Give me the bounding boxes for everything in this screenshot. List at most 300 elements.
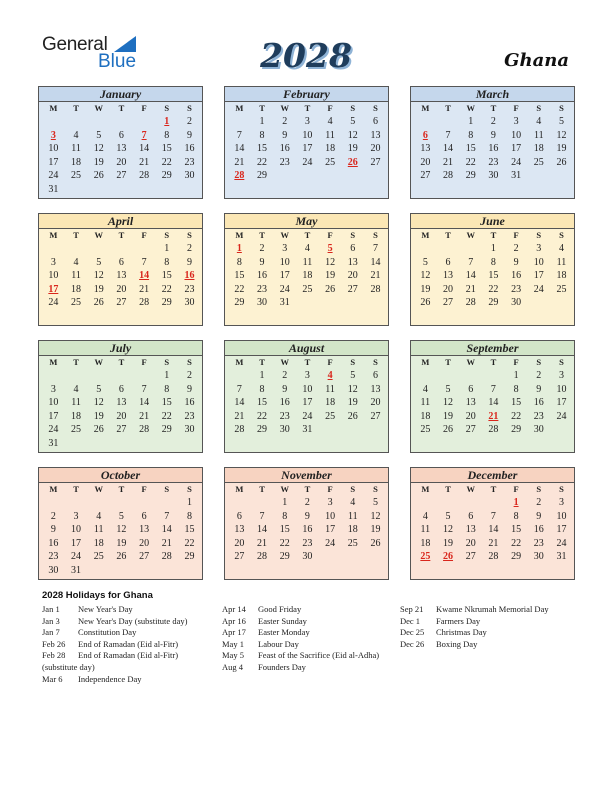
day-cell: 13 — [116, 143, 127, 154]
day-cell: 12 — [443, 397, 454, 408]
day-cell: 28 — [488, 424, 499, 435]
weekday-header — [39, 229, 202, 242]
weekday-label: S — [187, 357, 192, 367]
day-cell: 5 — [445, 510, 451, 522]
day-cell: 29 — [511, 424, 522, 435]
day-cell: 8 — [164, 383, 170, 395]
day-cell: 14 — [488, 524, 499, 535]
weekday-label: T — [490, 484, 497, 494]
day-cell: 10 — [48, 270, 59, 281]
day-cell: 14 — [234, 397, 245, 408]
weekday-label: M — [235, 103, 244, 113]
day-cell: 28 — [465, 297, 476, 308]
day-cell: 24 — [325, 537, 336, 549]
day-cell: 23 — [184, 410, 195, 422]
day-cell: 18 — [420, 410, 431, 422]
holiday-item — [222, 627, 379, 639]
weekday-label: M — [49, 230, 58, 240]
empty-cell — [178, 183, 201, 197]
day-cell: 10 — [556, 383, 567, 395]
day-cell: 9 — [304, 510, 310, 522]
day-cell: 28 — [139, 424, 150, 435]
day-cell: 4 — [536, 116, 542, 127]
week-row — [225, 496, 388, 510]
week-row — [39, 129, 202, 143]
empty-cell — [87, 369, 110, 383]
empty-cell — [155, 496, 178, 510]
day-cell: 25 — [302, 283, 313, 295]
day-cell: 19 — [325, 270, 336, 281]
day-cell: 17 — [511, 143, 522, 154]
day-cell: 10 — [48, 143, 59, 154]
day-cell: 17 — [556, 524, 567, 535]
weekday-label: F — [327, 484, 333, 494]
day-cell: 28 — [139, 297, 150, 308]
day-cell: 7 — [141, 383, 147, 395]
day-cell: 5 — [327, 243, 333, 254]
holiday-item — [222, 639, 379, 651]
day-cell: 5 — [118, 510, 124, 522]
week-row — [39, 410, 202, 424]
day-cell: 10 — [511, 129, 522, 141]
holiday-name: (substitute day) — [42, 661, 95, 672]
weekday-label: M — [235, 484, 244, 494]
day-cell: 1 — [468, 116, 474, 127]
week-row — [411, 383, 574, 397]
holiday-date: Jan 3 — [42, 615, 60, 626]
empty-cell — [341, 169, 364, 183]
weekday-header — [411, 483, 574, 496]
day-cell: 4 — [73, 129, 79, 141]
empty-cell — [414, 115, 437, 129]
empty-cell — [87, 115, 110, 129]
day-cell: 6 — [118, 383, 124, 395]
week-row — [411, 537, 574, 551]
weekday-header — [39, 483, 202, 496]
day-cell: 26 — [93, 170, 104, 181]
day-cell: 12 — [325, 256, 336, 268]
day-cell: 29 — [234, 297, 245, 308]
empty-cell — [414, 496, 437, 510]
day-cell: 25 — [420, 551, 431, 562]
day-cell: 7 — [372, 243, 378, 254]
week-row — [225, 383, 388, 397]
day-cell: 25 — [347, 537, 358, 549]
day-cell: 20 — [370, 397, 381, 408]
day-cell: 10 — [556, 510, 567, 522]
weekday-header — [225, 483, 388, 496]
weekday-label: W — [280, 103, 289, 113]
empty-cell — [228, 115, 251, 129]
week-row — [39, 115, 202, 129]
month-title: April — [39, 214, 202, 229]
day-cell: 17 — [302, 397, 313, 408]
week-row — [39, 437, 202, 451]
weekday-header — [39, 356, 202, 369]
day-cell: 21 — [234, 156, 245, 168]
day-cell: 12 — [443, 524, 454, 535]
day-cell: 9 — [490, 129, 496, 141]
day-cell: 29 — [184, 551, 195, 562]
day-cell: 4 — [304, 243, 310, 254]
empty-cell — [527, 169, 550, 183]
day-cell: 4 — [422, 510, 428, 522]
day-cell: 25 — [325, 156, 336, 168]
empty-cell — [65, 242, 88, 256]
day-cell: 15 — [234, 270, 245, 281]
day-cell: 16 — [48, 537, 59, 549]
weekday-label: M — [421, 357, 430, 367]
week-row — [411, 115, 574, 129]
week-row — [225, 242, 388, 256]
weekday-label: S — [164, 484, 170, 494]
empty-cell — [459, 369, 482, 383]
weekday-header — [39, 102, 202, 115]
month-june — [410, 213, 575, 326]
day-cell: 20 — [465, 537, 476, 549]
day-cell: 2 — [282, 116, 288, 127]
week-row — [411, 156, 574, 170]
month-august — [224, 340, 389, 453]
empty-cell — [155, 564, 178, 578]
day-cell: 12 — [347, 129, 358, 141]
week-row — [411, 496, 574, 510]
day-cell: 2 — [513, 243, 519, 254]
empty-cell — [319, 296, 342, 310]
day-cell: 21 — [443, 156, 454, 168]
day-cell: 14 — [161, 524, 172, 535]
weekday-label: W — [94, 484, 103, 494]
holiday-date: Jan 1 — [42, 604, 60, 614]
day-cell: 15 — [161, 397, 172, 408]
holiday-name: End of Ramadan (Eid al-Fitr) — [78, 638, 179, 649]
weekday-label: W — [466, 484, 475, 494]
day-cell: 3 — [558, 497, 564, 508]
day-cell: 13 — [116, 270, 127, 281]
day-cell: 16 — [279, 397, 290, 408]
day-cell: 5 — [350, 116, 356, 127]
day-cell: 31 — [279, 297, 290, 308]
day-cell: 29 — [257, 424, 268, 435]
day-cell: 27 — [370, 156, 381, 168]
day-cell: 7 — [236, 383, 242, 395]
weekday-label: S — [187, 230, 192, 240]
day-cell: 13 — [370, 129, 381, 141]
day-cell: 14 — [139, 397, 150, 408]
day-cell: 3 — [73, 510, 79, 522]
day-cell: 28 — [234, 424, 245, 435]
weekday-label: S — [559, 357, 564, 367]
week-row — [225, 510, 388, 524]
week-row — [225, 129, 388, 143]
weekday-label: F — [141, 230, 147, 240]
day-cell: 13 — [370, 383, 381, 395]
empty-cell — [133, 496, 156, 510]
week-row — [225, 115, 388, 129]
day-cell: 6 — [468, 383, 474, 395]
day-cell: 3 — [536, 243, 542, 254]
day-cell: 21 — [257, 537, 268, 549]
day-cell: 5 — [96, 383, 102, 395]
empty-cell — [437, 115, 460, 129]
day-cell: 27 — [347, 283, 358, 295]
day-cell: 28 — [139, 170, 150, 181]
week-row — [39, 256, 202, 270]
day-cell: 31 — [71, 564, 82, 576]
day-cell: 22 — [161, 283, 172, 295]
day-cell: 27 — [116, 297, 127, 308]
empty-cell — [65, 183, 88, 197]
day-cell: 25 — [420, 424, 431, 435]
day-cell: 5 — [445, 383, 451, 395]
empty-cell — [42, 115, 65, 129]
day-cell: 15 — [511, 524, 522, 535]
day-cell: 23 — [279, 410, 290, 422]
day-cell: 20 — [347, 270, 358, 281]
day-cell: 23 — [511, 283, 522, 295]
empty-cell — [437, 369, 460, 383]
holiday-name: Feast of the Sacrifice (Eid al-Adha) — [258, 650, 380, 661]
weekday-label: F — [327, 103, 333, 113]
holiday-name: Constitution Day — [78, 627, 137, 638]
day-cell: 12 — [420, 270, 431, 281]
week-row — [411, 369, 574, 383]
day-cell: 28 — [443, 170, 454, 181]
day-cell: 18 — [71, 410, 82, 422]
day-cell: 8 — [513, 510, 519, 522]
month-february — [224, 86, 389, 199]
holiday-date: Feb 28 — [42, 650, 66, 661]
day-cell: 29 — [279, 551, 290, 562]
holiday-column — [42, 604, 187, 685]
day-cell: 13 — [234, 524, 245, 535]
weekday-header — [225, 102, 388, 115]
day-cell: 7 — [141, 129, 147, 141]
day-cell: 17 — [71, 537, 82, 549]
week-row — [39, 510, 202, 524]
week-row — [411, 129, 574, 143]
day-cell: 1 — [186, 497, 192, 508]
day-cell: 14 — [465, 270, 476, 281]
day-cell: 2 — [490, 116, 496, 127]
weekday-label: M — [235, 230, 244, 240]
logo-general-text: General — [42, 34, 108, 55]
day-cell: 18 — [71, 283, 82, 295]
empty-cell — [110, 496, 133, 510]
day-cell: 7 — [236, 129, 242, 141]
day-cell: 29 — [511, 551, 522, 562]
day-cell: 29 — [161, 170, 172, 181]
day-cell: 10 — [71, 524, 82, 535]
holiday-item — [42, 627, 187, 639]
holiday-item — [400, 604, 549, 616]
day-cell: 16 — [184, 397, 195, 408]
empty-cell — [550, 423, 573, 437]
day-cell: 18 — [71, 156, 82, 168]
empty-cell — [228, 369, 251, 383]
weekday-label: S — [536, 357, 542, 367]
day-cell: 1 — [164, 116, 170, 127]
weekday-label: S — [350, 357, 356, 367]
day-cell: 8 — [468, 129, 474, 141]
day-cell: 2 — [186, 370, 192, 381]
weekday-label: T — [304, 484, 311, 494]
empty-cell — [110, 437, 133, 451]
holiday-name: Christmas Day — [436, 627, 487, 638]
day-cell: 8 — [164, 256, 170, 268]
week-row — [225, 410, 388, 424]
day-cell: 15 — [465, 143, 476, 154]
day-cell: 15 — [279, 524, 290, 535]
weekday-label: T — [73, 484, 79, 494]
day-cell: 2 — [259, 243, 265, 254]
empty-cell — [178, 564, 201, 578]
weekday-label: T — [304, 230, 311, 240]
day-cell: 30 — [184, 170, 195, 181]
day-cell: 6 — [141, 510, 147, 522]
day-cell: 26 — [443, 551, 454, 562]
day-cell: 25 — [533, 156, 544, 168]
holiday-date: Mar 6 — [42, 673, 63, 684]
day-cell: 24 — [556, 537, 567, 549]
month-title: December — [411, 468, 574, 483]
day-cell: 27 — [465, 424, 476, 435]
empty-cell — [110, 369, 133, 383]
week-row — [225, 142, 388, 156]
day-cell: 10 — [302, 129, 313, 141]
holiday-item — [42, 662, 187, 674]
day-cell: 23 — [533, 410, 544, 422]
day-cell: 4 — [327, 370, 333, 381]
day-cell: 24 — [71, 551, 82, 562]
weekday-label: F — [141, 357, 147, 367]
day-cell: 6 — [468, 510, 474, 522]
day-cell: 23 — [184, 283, 195, 295]
day-cell: 13 — [443, 270, 454, 281]
weekday-header — [411, 102, 574, 115]
weekday-label: T — [118, 230, 125, 240]
empty-cell — [133, 183, 156, 197]
day-cell: 27 — [116, 170, 127, 181]
weekday-header — [411, 356, 574, 369]
holiday-item — [222, 662, 379, 674]
day-cell: 11 — [347, 510, 358, 522]
month-title: January — [39, 87, 202, 102]
weekday-label: M — [421, 484, 430, 494]
empty-cell — [550, 169, 573, 183]
empty-cell — [110, 242, 133, 256]
day-cell: 28 — [370, 283, 381, 295]
weekday-label: S — [373, 357, 378, 367]
day-cell: 24 — [533, 283, 544, 295]
day-cell: 21 — [139, 156, 150, 168]
week-row — [411, 256, 574, 270]
week-row — [411, 269, 574, 283]
day-cell: 20 — [234, 537, 245, 549]
weekday-label: F — [327, 357, 333, 367]
day-cell: 4 — [422, 383, 428, 395]
day-cell: 12 — [93, 270, 104, 281]
day-cell: 2 — [186, 116, 192, 127]
weekday-label: T — [490, 103, 497, 113]
holiday-item — [400, 627, 549, 639]
weekday-label: W — [94, 357, 103, 367]
day-cell: 3 — [513, 116, 519, 127]
holiday-date: Dec 25 — [400, 627, 425, 638]
day-cell: 3 — [50, 129, 56, 141]
day-cell: 16 — [279, 143, 290, 154]
day-cell: 27 — [465, 551, 476, 562]
holiday-name: Good Friday — [258, 604, 302, 614]
holiday-date: Aug 4 — [222, 661, 244, 672]
day-cell: 5 — [96, 256, 102, 268]
day-cell: 25 — [325, 410, 336, 422]
day-cell: 19 — [93, 283, 104, 295]
holiday-date: Dec 1 — [400, 615, 421, 626]
day-cell: 27 — [420, 170, 431, 181]
day-cell: 22 — [161, 410, 172, 422]
day-cell: 26 — [93, 297, 104, 308]
weekday-label: T — [259, 103, 265, 113]
month-title: September — [411, 341, 574, 356]
weekday-label: M — [421, 103, 430, 113]
month-title: February — [225, 87, 388, 102]
day-cell: 28 — [488, 551, 499, 562]
day-cell: 26 — [370, 537, 381, 549]
day-cell: 22 — [511, 537, 522, 549]
day-cell: 21 — [370, 270, 381, 281]
week-row — [225, 423, 388, 437]
holiday-date: May 5 — [222, 650, 244, 661]
day-cell: 16 — [533, 397, 544, 408]
holiday-item — [42, 674, 187, 686]
day-cell: 21 — [161, 537, 172, 549]
weekday-label: T — [259, 484, 265, 494]
day-cell: 12 — [556, 129, 567, 141]
day-cell: 25 — [71, 170, 82, 181]
day-cell: 8 — [236, 256, 242, 268]
month-title: March — [411, 87, 574, 102]
week-row — [39, 523, 202, 537]
day-cell: 9 — [186, 383, 192, 395]
month-title: November — [225, 468, 388, 483]
day-cell: 2 — [186, 243, 192, 254]
week-row — [39, 242, 202, 256]
day-cell: 11 — [556, 256, 567, 268]
day-cell: 9 — [186, 129, 192, 141]
empty-cell — [65, 115, 88, 129]
empty-cell — [110, 564, 133, 578]
day-cell: 20 — [420, 156, 431, 168]
empty-cell — [133, 564, 156, 578]
weekday-label: W — [280, 230, 289, 240]
holiday-item — [42, 604, 187, 616]
day-cell: 23 — [257, 283, 268, 295]
day-cell: 30 — [184, 424, 195, 435]
holiday-name: Boxing Day — [436, 638, 478, 649]
week-row — [39, 283, 202, 297]
week-row — [411, 523, 574, 537]
day-cell: 10 — [325, 510, 336, 522]
empty-cell — [364, 423, 387, 437]
day-cell: 21 — [488, 537, 499, 549]
day-cell: 26 — [443, 424, 454, 435]
day-cell: 23 — [533, 537, 544, 549]
holiday-item — [400, 616, 549, 628]
day-cell: 13 — [420, 143, 431, 154]
holiday-column — [222, 604, 379, 674]
empty-cell — [527, 296, 550, 310]
